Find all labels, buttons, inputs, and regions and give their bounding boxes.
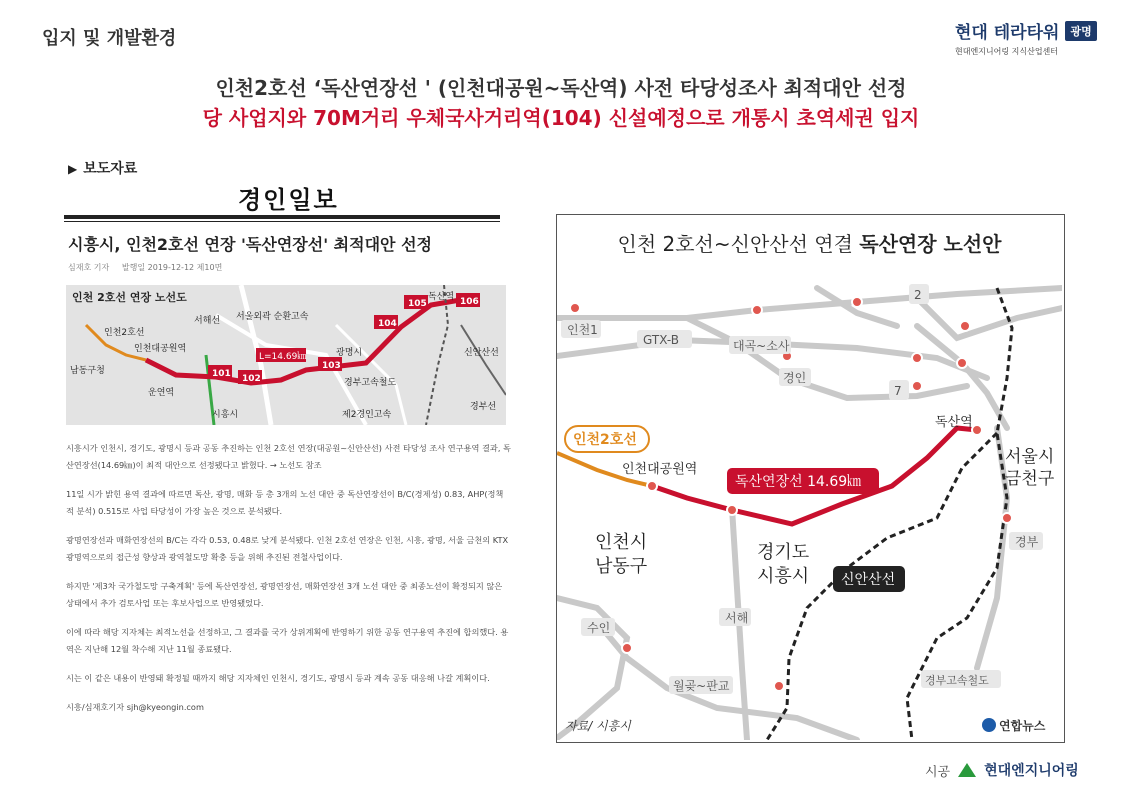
svg-text:수인: 수인 [587, 621, 611, 635]
headline-highlight: 당 사업지와 70M거리 우체국사거리역(104) 신설예정으로 개통시 초역세권 입지 [202, 106, 920, 130]
article-title: 시흥시, 인천2호선 연장 '독산연장선' 최적대안 선정 [68, 235, 432, 254]
svg-text:금천구: 금천구 [1005, 469, 1055, 489]
press-release-label: ▶ 보도자료 [68, 161, 138, 177]
brand-logo [955, 18, 1097, 57]
agency-logo: 연합뉴스 [999, 719, 1046, 733]
headline-primary: 인천2호선 ‘독산연장선 ' (인천대공원~독산역) 사전 타당성조사 최적대안 선정 [215, 76, 907, 100]
svg-text:GTX-B: GTX-B [643, 333, 679, 347]
svg-text:인천2호선: 인천2호선 [104, 328, 145, 338]
line2-label: 인천2호선 [573, 432, 637, 448]
hyundai-triangle-icon [958, 763, 976, 777]
construction-credit [925, 760, 1079, 780]
doksan-station-label: 독산역 [935, 415, 973, 430]
brand-name: 현대 테라타워 [955, 23, 1060, 43]
svg-text:102: 102 [242, 374, 261, 384]
svg-text:경부고속철도: 경부고속철도 [925, 674, 989, 687]
svg-text:독산역: 독산역 [428, 292, 455, 302]
svg-text:2: 2 [914, 288, 922, 302]
svg-text:7: 7 [894, 384, 902, 398]
sinansan-label: 신안산선 [841, 572, 896, 588]
article-map-length: L=14.69㎞ [259, 352, 307, 362]
svg-text:서해선: 서해선 [194, 316, 221, 326]
newspaper-rule [64, 215, 500, 219]
svg-text:103: 103 [322, 361, 341, 371]
svg-text:운연역: 운연역 [148, 388, 175, 398]
article-paragraph: 시흥시가 인천시, 경기도, 광명시 등과 공동 추진하는 인천 2호선 연장(대공원~신안산선) 사전 타당성 조사 연구용역 결과, 독산연장선(14.69㎞)이 최적 대안으로 선정됐다고 밝혔다. → 노선도 참조 [66, 443, 511, 470]
svg-text:106: 106 [460, 297, 479, 307]
park-station-label: 인천대공원역 [622, 462, 698, 477]
svg-text:제2경인고속: 제2경인고속 [342, 410, 392, 420]
article-body [66, 440, 511, 728]
brand-subtitle: 현대엔지니어링 지식산업센터 [955, 47, 1059, 56]
route-map-title: 인천 2호선~신안산선 연결 독산연장 노선안 [617, 232, 1002, 256]
article-paragraph: 이에 따라 해당 지자체는 최적노선을 선정하고, 그 결과를 국가 상위계획에 반영하기 위한 공동 연구용역 추진에 합의했다. 용역은 지난해 12월 착수해 지난 11월 종료됐다. [66, 627, 509, 654]
seoul-label: 서울시 [1005, 447, 1055, 467]
construction-company: 현대엔지니어링 [984, 763, 1079, 779]
extension-label: 독산연장선 14.69㎞ [735, 474, 862, 490]
svg-text:101: 101 [212, 369, 231, 379]
article-paragraph: 시는 이 같은 내용이 반영돼 확정될 때까지 해당 지자체인 인천시, 경기도, 광명시 등과 계속 공동 대응해 나갈 계획이다. [66, 673, 490, 683]
article-route-map [66, 285, 506, 425]
svg-text:경부선: 경부선 [470, 402, 497, 412]
triangle-bullet-icon: ▶ [68, 162, 78, 176]
newspaper-rule-thin [64, 221, 500, 222]
svg-text:서울외곽 순환고속: 서울외곽 순환고속 [236, 312, 309, 322]
svg-text:시흥시: 시흥시 [212, 410, 239, 420]
article-map-title: 인천 2호선 연장 노선도 [72, 291, 187, 304]
gyeonggi-label: 경기도 [757, 542, 810, 563]
svg-text:경부: 경부 [1015, 535, 1039, 549]
svg-text:시흥시: 시흥시 [757, 566, 810, 587]
svg-text:105: 105 [408, 299, 427, 309]
newspaper-logo: 경인일보 [238, 185, 339, 214]
svg-text:대곡~소사: 대곡~소사 [733, 339, 790, 353]
svg-text:남동구: 남동구 [595, 556, 648, 577]
svg-text:경부고속철도: 경부고속철도 [344, 378, 397, 388]
svg-text:인천1: 인천1 [567, 323, 598, 337]
article-paragraph: 11일 시가 밝힌 용역 결과에 따르면 독산, 광명, 매화 등 총 3개의 노선 대안 중 독산연장선이 B/C(경제성) 0.83, AHP(정책적 분석) 0.515로 사업 타당성이 가장 높은 것으로 분석됐다. [66, 489, 504, 516]
svg-text:인천대공원역: 인천대공원역 [134, 344, 187, 354]
svg-text:남동구청: 남동구청 [70, 366, 105, 376]
article-paragraph: 광명연장선과 매화연장선의 B/C는 각각 0.53, 0.48로 낮게 분석됐다. 인천 2호선 연장은 인천, 시흥, 광명, 서울 금천의 KTX 광명역으로의 접근성 향상과 광역철도망 확충 등을 위해 추진된 전철사업이다. [66, 535, 509, 562]
brand-tag: 광명 [1065, 21, 1096, 41]
svg-text:신안산선: 신안산선 [464, 348, 499, 358]
svg-text:경인: 경인 [783, 371, 807, 385]
svg-text:서해: 서해 [725, 611, 749, 625]
route-map [557, 268, 1062, 740]
construction-label: 시공 [925, 764, 951, 780]
article-reporter: 심재호 기자 [68, 263, 110, 272]
page-section-title: 입지 및 개발환경 [42, 28, 177, 49]
svg-text:광명시: 광명시 [336, 348, 363, 358]
incheon-label: 인천시 [595, 532, 648, 553]
svg-text:월곶~판교: 월곶~판교 [673, 679, 730, 693]
article-byline: 시흥/심재호기자 sjh@kyeongin.com [66, 702, 204, 712]
article-meta [68, 262, 222, 273]
article-paragraph: 하지만 '제3차 국가철도망 구축계획' 등에 독산연장선, 광명연장선, 매화연장선 3개 노선 대안 중 최종노선이 확정되지 않은 상태에서 추가 검토사업 또는 후보사업으로 반영됐었다. [66, 581, 503, 608]
map-source: 자료/ 시흥시 [565, 719, 631, 733]
svg-text:104: 104 [378, 319, 397, 329]
article-date: 발행일 2019-12-12 제10면 [121, 263, 223, 272]
